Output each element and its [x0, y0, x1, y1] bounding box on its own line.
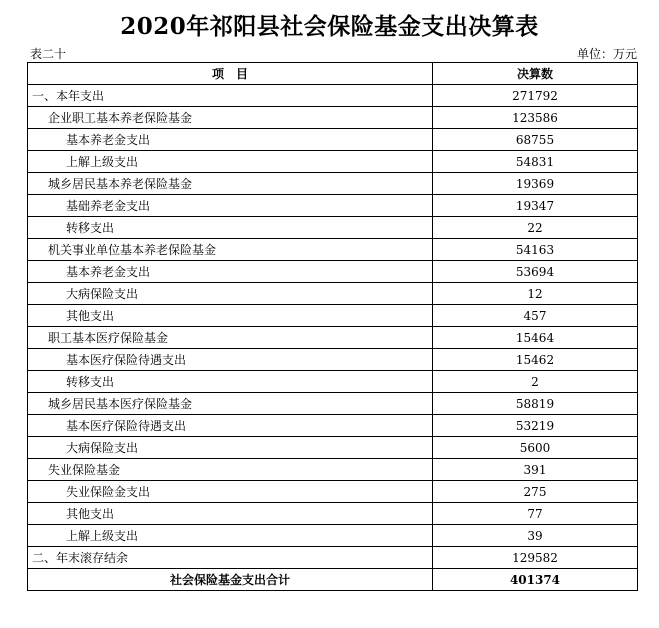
table-body	[28, 85, 638, 569]
row-label: 上解上级支出	[28, 151, 433, 173]
row-label: 其他支出	[28, 503, 433, 525]
table-row	[28, 349, 638, 371]
row-label: 二、年末滚存结余	[28, 547, 433, 569]
row-label: 基本医疗保险待遇支出	[28, 415, 433, 437]
table-row	[28, 239, 638, 261]
row-value: 58819	[433, 393, 638, 415]
table-row	[28, 547, 638, 569]
table-row	[28, 437, 638, 459]
row-value: 129582	[433, 547, 638, 569]
row-value: 15464	[433, 327, 638, 349]
row-label: 基本养老金支出	[28, 129, 433, 151]
table-row	[28, 525, 638, 547]
table-row	[28, 459, 638, 481]
row-label: 失业保险基金	[28, 459, 433, 481]
row-value: 22	[433, 217, 638, 239]
table-row	[28, 503, 638, 525]
table-row	[28, 151, 638, 173]
expenditure-table	[27, 62, 638, 591]
unit-label: 单位：万元	[576, 47, 637, 61]
row-value: 123586	[433, 107, 638, 129]
row-value: 77	[433, 503, 638, 525]
table-row	[28, 283, 638, 305]
table-row	[28, 217, 638, 239]
header-value: 决算数	[433, 63, 638, 85]
table-row	[28, 173, 638, 195]
row-label: 转移支出	[28, 371, 433, 393]
row-label: 城乡居民基本医疗保险基金	[28, 393, 433, 415]
row-value: 271792	[433, 85, 638, 107]
row-value: 19369	[433, 173, 638, 195]
row-label: 一、本年支出	[28, 85, 433, 107]
row-label: 转移支出	[28, 217, 433, 239]
row-label: 基本养老金支出	[28, 261, 433, 283]
table-row	[28, 195, 638, 217]
row-label: 基本医疗保险待遇支出	[28, 349, 433, 371]
row-label: 大病保险支出	[28, 437, 433, 459]
row-label: 其他支出	[28, 305, 433, 327]
row-value: 275	[433, 481, 638, 503]
row-value: 68755	[433, 129, 638, 151]
table-label: 表二十	[30, 47, 67, 61]
row-value: 15462	[433, 349, 638, 371]
row-value: 5600	[433, 437, 638, 459]
row-label: 职工基本医疗保险基金	[28, 327, 433, 349]
table-row	[28, 85, 638, 107]
row-label: 机关事业单位基本养老保险基金	[28, 239, 433, 261]
table-row	[28, 261, 638, 283]
row-value: 391	[433, 459, 638, 481]
table-row	[28, 107, 638, 129]
row-value: 457	[433, 305, 638, 327]
row-value: 53694	[433, 261, 638, 283]
row-label: 城乡居民基本养老保险基金	[28, 173, 433, 195]
row-label: 上解上级支出	[28, 525, 433, 547]
table-row	[28, 393, 638, 415]
table-row	[28, 481, 638, 503]
table-row	[28, 305, 638, 327]
table-row	[28, 415, 638, 437]
page-title: 2020年祁阳县社会保险基金支出决算表	[120, 13, 539, 40]
row-value: 19347	[433, 195, 638, 217]
row-label: 大病保险支出	[28, 283, 433, 305]
total-value: 401374	[433, 569, 638, 591]
row-value: 12	[433, 283, 638, 305]
row-value: 53219	[433, 415, 638, 437]
row-label: 企业职工基本养老保险基金	[28, 107, 433, 129]
table-row	[28, 327, 638, 349]
total-row	[28, 569, 638, 591]
table-header-row	[28, 63, 638, 85]
row-value: 2	[433, 371, 638, 393]
row-value: 39	[433, 525, 638, 547]
header-item: 项 目	[28, 63, 433, 85]
total-label: 社会保险基金支出合计	[28, 569, 433, 591]
row-label: 基础养老金支出	[28, 195, 433, 217]
table-row	[28, 129, 638, 151]
row-value: 54163	[433, 239, 638, 261]
table-row	[28, 371, 638, 393]
row-label: 失业保险金支出	[28, 481, 433, 503]
row-value: 54831	[433, 151, 638, 173]
